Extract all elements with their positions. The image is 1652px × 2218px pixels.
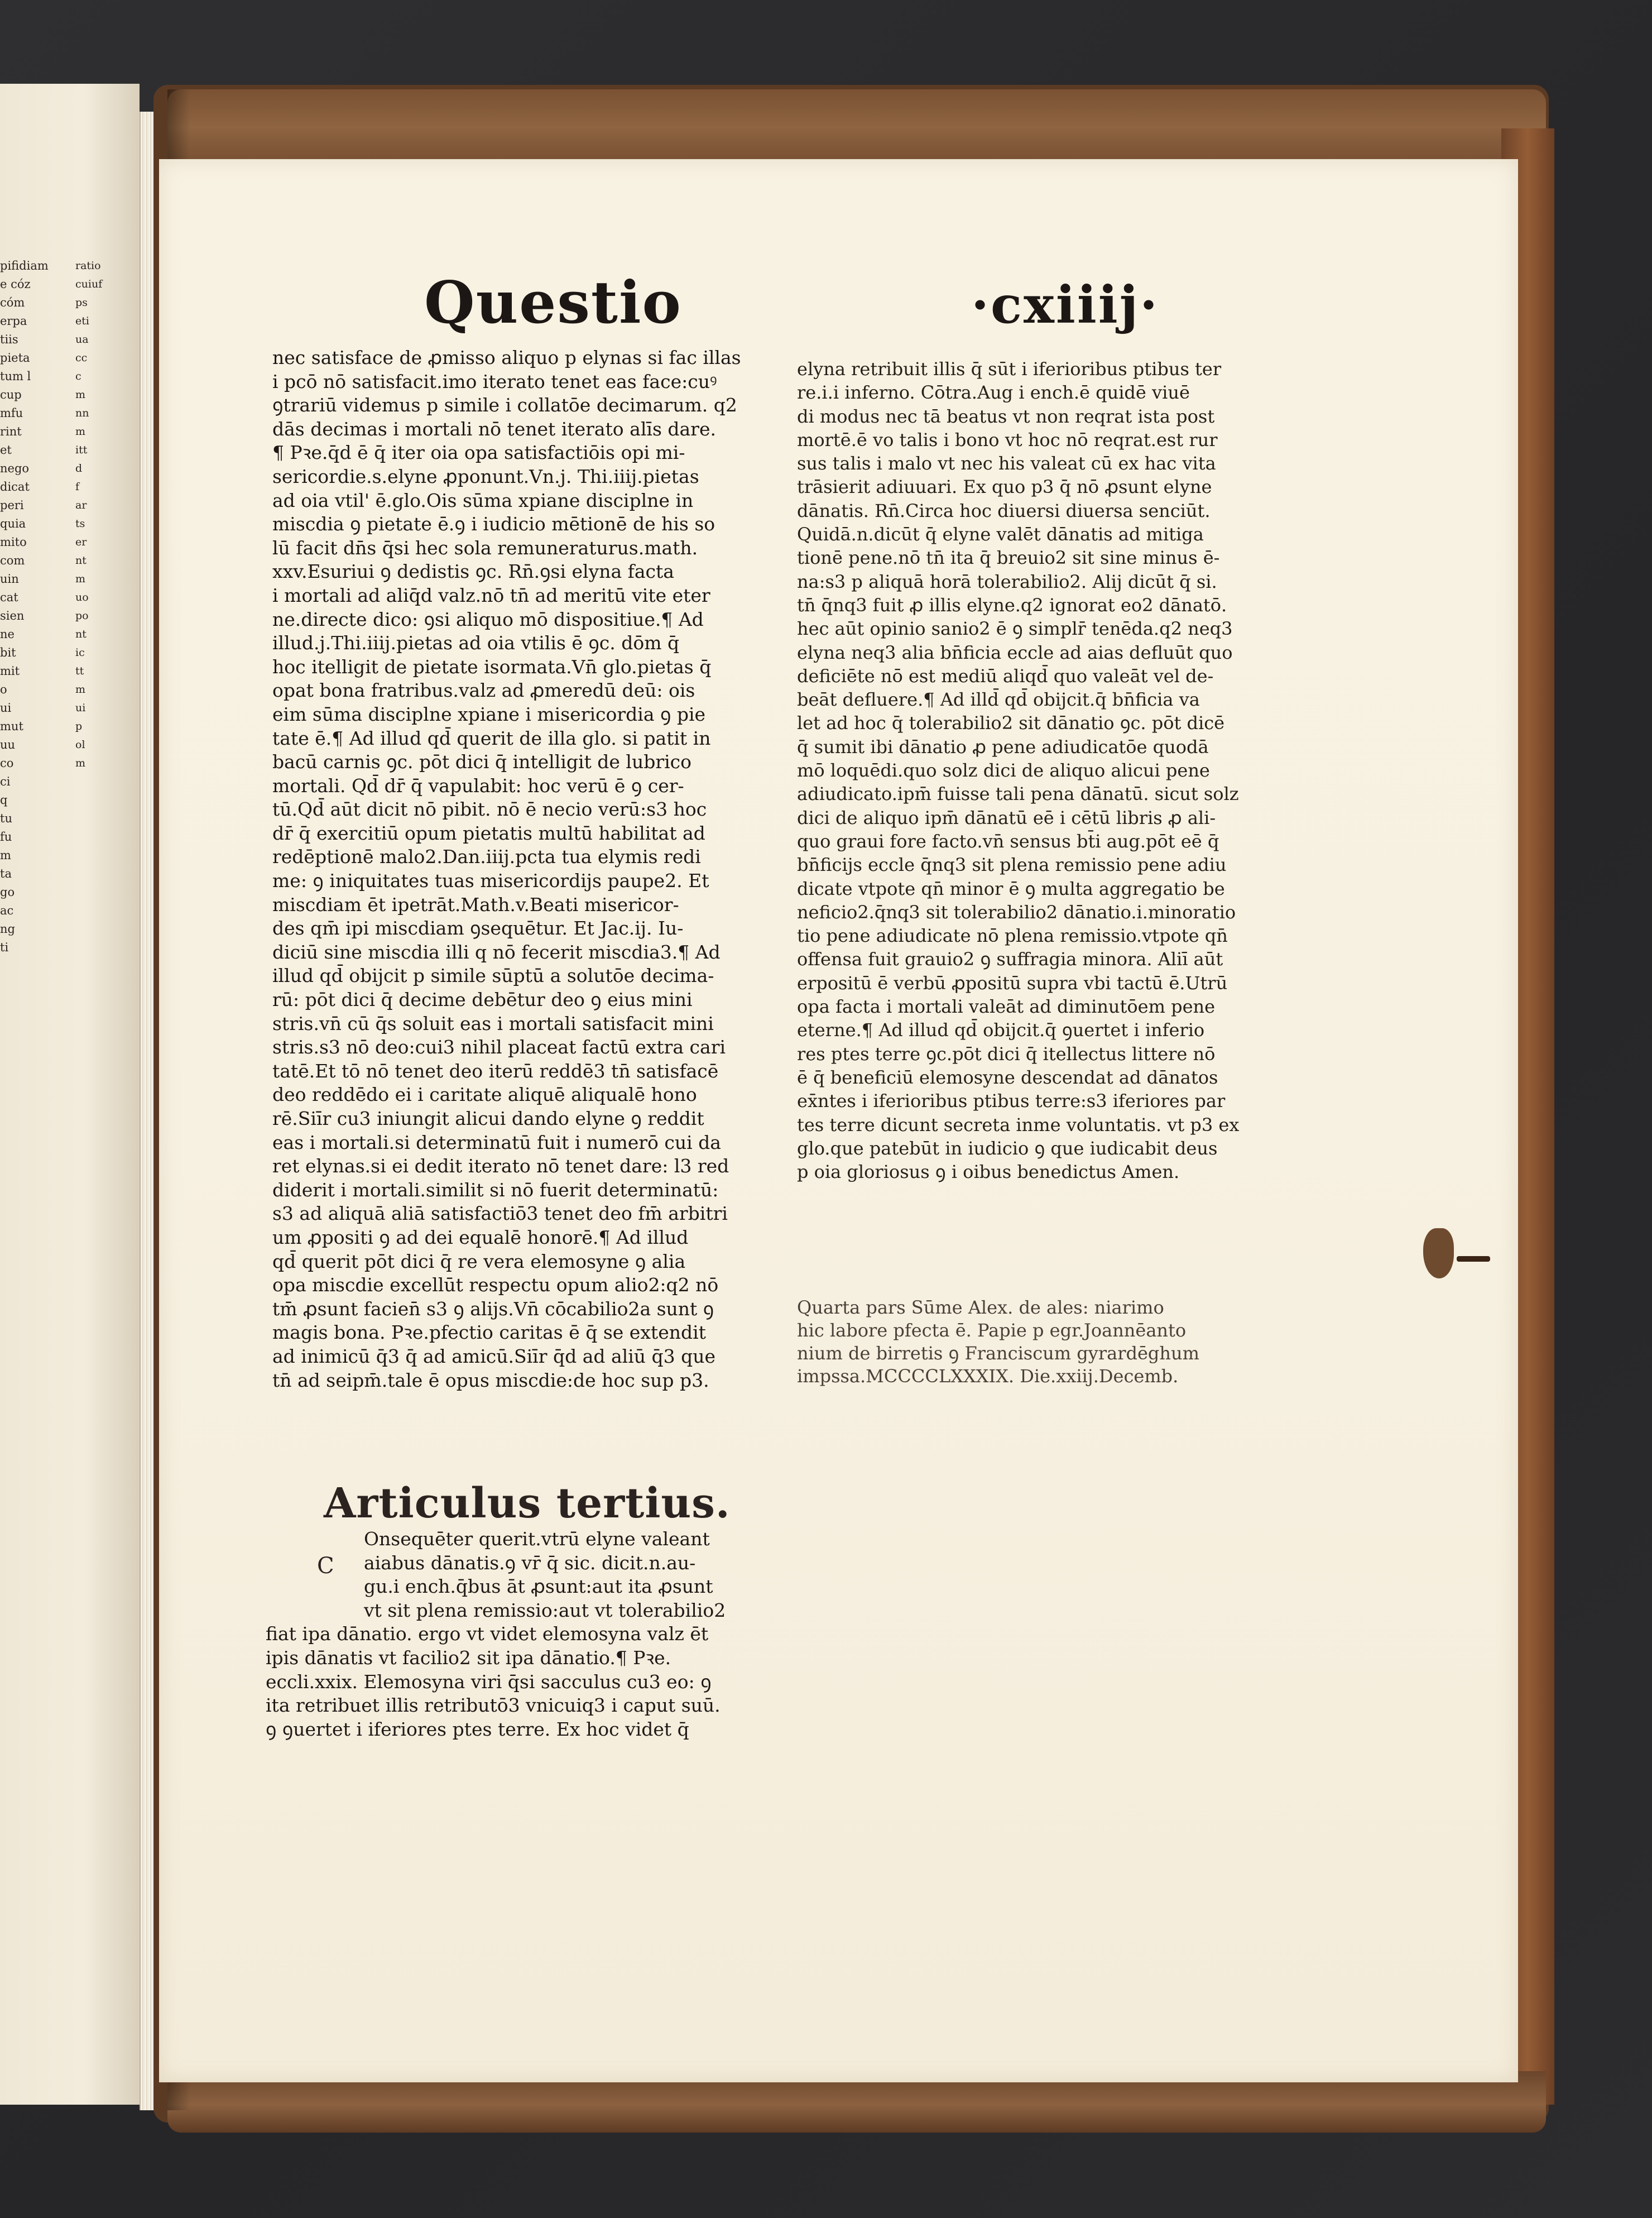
text-line: des qm̄ ipi miscdiam ꝯsequētur. Et Jac.ij. Iu- — [272, 917, 684, 940]
text-line: neficio2.q̄nq3 sit tolerabilio2 dānatio.i.minoratio — [797, 901, 1236, 923]
left-page-fragment: cat — [0, 591, 18, 604]
left-page-fragment: pieta — [0, 351, 30, 365]
left-page-fragment: pifidiam — [0, 259, 49, 272]
text-line: tn̄ q̄nq3 fuit ꝓ illis elyne.q2 ignorat eo2 dānatō. — [797, 594, 1227, 616]
text-line: gu.i ench.q̄bus āt ꝓsunt:aut ita ꝓsunt — [364, 1575, 713, 1598]
left-page-fragment: peri — [0, 499, 24, 512]
text-line: tn̄ ad seipm̄.tale ē opus miscdie:de hoc sup p3. — [272, 1369, 709, 1391]
text-line: nec satisface de ꝓmisso aliquo p elynas si fac illas — [272, 347, 741, 368]
leather-damage-spot — [1423, 1228, 1454, 1278]
text-line: mortali. Qd̄ dr̄ q̄ vapulabit: hoc verū ē ꝯ cer- — [272, 774, 684, 797]
leather-damage-mark — [1457, 1256, 1490, 1262]
colophon-line: impssa.MCCCCLXXXIX. Die.xxiij.Decemb. — [797, 1366, 1179, 1387]
text-line: ex̄ntes i iferioribus ptibus terre:s3 iferiores par — [797, 1090, 1226, 1112]
colophon — [797, 1296, 1199, 1388]
left-page-fragment: mfu — [0, 406, 23, 420]
text-line: tes terre dicunt secreta inme voluntatis. vt p3 ex — [797, 1114, 1240, 1136]
colophon-line: Quarta pars Sūme Alex. de ales: niarimo — [797, 1297, 1164, 1318]
text-line: ¶ Pꝛe.q̄d ē q̄ iter oia opa satisfactiōis opi mi- — [272, 442, 685, 464]
left-page-fragment: ratio — [75, 260, 101, 272]
text-line: re.i.i inferno. Cōtra.Aug i ench.ē quidē viuē — [797, 382, 1190, 404]
text-line: dās decimas i mortali nō tenet iterato alīs dare. — [272, 418, 716, 440]
left-page-fragment: c — [75, 370, 81, 382]
left-page-fragment: m — [75, 425, 86, 438]
left-page-fragment: tt — [75, 665, 84, 677]
left-page-fragment: nt — [75, 628, 87, 640]
text-line: ne.directe dico: ꝯsi aliquo mō dispositiue.¶ Ad — [272, 608, 704, 630]
text-line: erpositū ē verbū ꝓpositū supra vbi tactū ē.Utrū — [797, 972, 1228, 994]
running-head-right: ·cxiiij· — [971, 275, 1160, 335]
text-line: xxv.Esuriui ꝯ dedistis ꝯc. Rn̄.ꝯsi elyna facta — [272, 561, 674, 583]
text-line: opat bona fratribus.valz ad ꝓmeredū deū: ois — [272, 679, 695, 702]
text-line: na:s3 p aliquā horā tolerabilio2. Alij dicūt q̄ si. — [797, 571, 1217, 592]
text-line: ad oia vtil' ē.glo.Ois sūma xpiane disciplne in — [272, 489, 694, 511]
left-page-fragment: m — [75, 683, 86, 696]
left-page-fragment: ic — [75, 646, 85, 659]
text-line: eterne.¶ Ad illud qd̄ obijcit.q̄ ꝯuertet i inferio — [797, 1019, 1205, 1041]
text-line: dānatis. Rn̄.Circa hoc diuersi diuersa senciūt. — [797, 500, 1211, 521]
left-page-fragment: nn — [75, 407, 89, 419]
text-line: deo reddēdo ei i caritate aliquē aliqualē hono — [272, 1084, 697, 1106]
left-page-fragment: ne — [0, 627, 15, 641]
text-line: Onsequēter querit.vtrū elyne valeant — [364, 1528, 710, 1550]
text-line: s3 ad aliquā aliā satisfactiō3 tenet deo fm̄ arbitri — [272, 1203, 728, 1225]
left-page-fragment: mit — [0, 664, 20, 678]
text-column-left — [272, 346, 775, 1392]
left-page-fragment: po — [75, 610, 89, 622]
left-page-fragment: ti — [0, 941, 9, 954]
text-line: q̄ sumit ibi dānatio ꝓ pene adiudicatōe quodā — [797, 736, 1209, 758]
guide-letter-initial: C — [317, 1553, 334, 1579]
text-line: mō loquēdi.quo solz dici de aliquo alicui pene — [797, 760, 1210, 782]
left-page-fragment: et — [0, 443, 12, 457]
left-page-fragment: er — [75, 536, 87, 548]
text-line: ꝯ ꝯuertet i iferiores ptes terre. Ex hoc videt q̄ — [266, 1718, 689, 1740]
left-page-fragment: co — [0, 756, 14, 770]
text-line: stris.vn̄ cū q̄s soluit eas i mortali satisfacit mini — [272, 1012, 714, 1034]
article-heading: Articulus tertius. — [324, 1479, 731, 1527]
text-line: diciū sine miscdia illi q nō fecerit miscdia3.¶ Ad — [272, 941, 721, 963]
text-line: magis bona. Pꝛe.pfectio caritas ē q̄ se extendit — [272, 1321, 706, 1344]
text-line: elyna retribuit illis q̄ sūt i iferioribus ptibus ter — [797, 358, 1222, 380]
text-line: adiudicato.ipm̄ fuisse tali pena dānatū. sicut solz — [797, 783, 1239, 805]
text-line: sericordie.s.elyne ꝓponunt.Vn.j. Thi.iiij.pietas — [272, 465, 699, 487]
text-column-left-continued — [266, 1527, 768, 1741]
text-line: tate ē.¶ Ad illud qd̄ querit de illa glo. si patit in — [272, 727, 711, 749]
left-page-fragment: p — [75, 720, 83, 732]
left-page-fragment: tum l — [0, 370, 31, 383]
text-line: Quidā.n.dicūt q̄ elyne valēt dānatis ad mitiga — [797, 524, 1204, 545]
text-line: ret elynas.si ei dedit iterato nō tenet dare: l3 red — [272, 1155, 729, 1177]
left-page-fragment: f — [75, 481, 80, 493]
text-line: opa facta i mortali valeāt ad diminutōem pene — [797, 996, 1216, 1018]
left-page-fragment: rint — [0, 425, 22, 438]
text-line: offensa fuit grauio2 ꝯ suffragia minora. Aliī aūt — [797, 948, 1223, 970]
left-page-fragment: go — [0, 885, 15, 899]
text-column-right — [797, 357, 1294, 1184]
text-line: qd̄ querit pōt dici q̄ re vera elemosyne ꝯ alia — [272, 1250, 686, 1272]
text-line: tatē.Et tō nō tenet deo iterū reddē3 tn̄ satisfacē — [272, 1060, 719, 1082]
text-line: dicate vtpote qn̄ minor ē ꝯ multa aggregatio be — [797, 878, 1225, 899]
left-page-fragment: ol — [75, 739, 85, 751]
text-line: ē q̄ beneficiū elemosyne descendat ad dānatos — [797, 1066, 1218, 1088]
left-page-fragment: mut — [0, 720, 23, 733]
text-line: opa miscdie excellūt respectu opum alio2:q2 nō — [272, 1274, 719, 1296]
text-line: tm̄ ꝓsunt facien̄ s3 ꝯ alijs.Vn̄ cōcabilio2a sunt ꝯ — [272, 1297, 714, 1320]
text-line: beāt defluere.¶ Ad illd̄ qd̄ obijcit.q̄ bn̄ficia va — [797, 689, 1200, 711]
left-page-fragment: bit — [0, 646, 16, 659]
left-page-fragment: m — [0, 849, 11, 862]
text-line: lū facit dn̄s q̄si hec sola remuneraturus.math. — [272, 536, 698, 559]
left-page-column-b — [75, 257, 128, 773]
left-page-fragment: uu — [0, 738, 16, 751]
left-page-fragment: fu — [0, 830, 12, 844]
text-line: miscdiam ēt ipetrāt.Math.v.Beati misericor- — [272, 893, 679, 916]
left-page-fragment: ts — [75, 518, 85, 530]
left-page-fragment: sien — [0, 609, 25, 622]
left-page-fragment: mito — [0, 535, 27, 549]
left-page-fragment: cuiuf — [75, 278, 103, 290]
left-page-fragment: cóm — [0, 296, 25, 309]
left-page-fragment: itt — [75, 444, 88, 456]
text-line: let ad hoc q̄ tolerabilio2 sit dānatio ꝯc. pōt dicē — [797, 712, 1225, 734]
left-page-fragment: eti — [75, 315, 89, 327]
text-line: elyna neq3 alia bn̄ficia eccle ad aias defluūt quo — [797, 641, 1233, 663]
left-page-fragment: ta — [0, 867, 12, 880]
left-page-fragment: tiis — [0, 333, 18, 346]
left-page-fragment: ui — [75, 702, 86, 714]
text-line: miscdia ꝯ pietate ē.ꝯ i iudicio mētionē de his so — [272, 513, 715, 535]
left-page-fragment: quia — [0, 517, 26, 530]
left-page-fragment: nt — [75, 554, 87, 567]
colophon-line: nium de birretis ꝯ Franciscum gyrardēghum — [797, 1343, 1199, 1364]
left-page-fragment: e cóz — [0, 277, 31, 291]
left-page-fragment: uo — [75, 591, 89, 603]
left-page-column-a — [0, 257, 64, 957]
left-page-fragment: d — [75, 462, 83, 475]
text-line: p oia gloriosus ꝯ i oibus benedictus Amen. — [797, 1161, 1180, 1183]
text-line: rū: pōt dici q̄ decime debētur deo ꝯ eius mini — [272, 989, 693, 1011]
text-line: diderit i mortali.similit si nō fuerit determinatū: — [272, 1179, 719, 1201]
text-line: aiabus dānatis.ꝯ vr̄ q̄ sic. dicit.n.au- — [364, 1551, 696, 1574]
text-line: ipis dānatis vt facilio2 sit ipa dānatio.¶ Pꝛe. — [266, 1646, 671, 1669]
left-page-fragment: com — [0, 554, 25, 567]
left-page-fragment: q — [0, 793, 8, 807]
text-line: glo.que patebūt in iudicio ꝯ que iudicabit deus — [797, 1137, 1218, 1159]
left-page-fragment: dicat — [0, 480, 30, 494]
text-line: hoc itelligit de pietate isormata.Vn̄ glo.pietas q̄ — [272, 655, 712, 678]
text-line: illud.j.Thi.iiij.pietas ad oia vtilis ē ꝯc. dōm q̄ — [272, 632, 680, 654]
text-line: me: ꝯ iniquitates tuas misericordijs paupe2. Et — [272, 870, 709, 892]
text-line: tio pene adiudicate nō plena remissio.vtpote qn̄ — [797, 925, 1228, 947]
text-line: fiat ipa dānatio. ergo vt videt elemosyna valz ēt — [266, 1623, 709, 1645]
colophon-line: hic labore pfecta ē. Papie p egr.Joannēanto — [797, 1320, 1187, 1341]
text-line: i mortali ad aliq̄d valz.nō tn̄ ad meritū vite eter — [272, 584, 710, 606]
left-page-fragment: ci — [0, 775, 11, 788]
left-page-fragment: cup — [0, 388, 22, 401]
text-line: eim sūma disciplne xpiane i misericordia ꝯ pie — [272, 703, 706, 725]
text-line: tū.Qd̄ aūt dicit nō pibit. nō ē necio verū:s3 hoc — [272, 798, 707, 821]
text-line: trāsierit adiuuari. Ex quo p3 q̄ nō ꝓsunt elyne — [797, 476, 1212, 498]
text-line: eas i mortali.si determinatū fuit i numerō cui da — [272, 1131, 721, 1153]
text-line: sus talis i malo vt nec his valeat cū ex hac vita — [797, 453, 1216, 475]
left-page-fragment: m — [75, 389, 86, 401]
text-line: rē.Siīr cu3 iniungit alicui dando elyne ꝯ reddit — [272, 1108, 704, 1129]
text-line: ita retribuet illis retributō3 vnicuiq3 i caput suū. — [266, 1694, 721, 1717]
left-page-fragment: erpa — [0, 314, 27, 328]
text-line: di modus nec tā beatus vt non reqrat ista post — [797, 405, 1215, 427]
left-page-fragment: nego — [0, 462, 30, 475]
text-line: illud qd̄ obijcit p simile sūptū a solutōe decima- — [272, 965, 714, 987]
text-line: vt sit plena remissio:aut vt tolerabilio2 — [364, 1599, 726, 1621]
text-line: redēptionē malo2.Dan.iiij.pcta tua elymis redi — [272, 846, 701, 868]
left-page-fragment: uin — [0, 572, 19, 586]
left-page-fragment: tu — [0, 812, 12, 825]
left-page-fragment: o — [0, 683, 7, 696]
left-facing-page — [0, 84, 140, 2105]
text-line: i pcō nō satisfacit.imo iterato tenet eas face:cuꝰ — [272, 370, 717, 392]
text-line: hec aūt opinio sanio2 ē ꝯ simplr̄ tenēda.q2 neq3 — [797, 618, 1233, 640]
text-line: res ptes terre ꝯc.pōt dici q̄ itellectus littere nō — [797, 1043, 1216, 1065]
text-line: stris.s3 nō deo:cui3 nihil placeat factū extra cari — [272, 1036, 726, 1058]
left-page-fragment: ps — [75, 296, 88, 309]
left-page-fragment: ar — [75, 499, 87, 511]
text-line: quo graui fore facto.vn̄ sensus bt̄i aug.pōt eē q̄ — [797, 830, 1219, 852]
text-line: bacū carnis ꝯc. pōt dici q̄ intelligit de lubrico — [272, 751, 692, 773]
left-page-fragment: ac — [0, 904, 14, 917]
text-line: ꝯtrariū videmus p simile i collatōe decimarum. q2 — [272, 394, 737, 416]
left-page-fragment: ua — [75, 333, 89, 346]
text-line: dici de aliquo ipm̄ dānatū eē i cētū libris ꝓ ali- — [797, 807, 1216, 828]
left-page-fragment: m — [75, 757, 86, 769]
text-line: ad inimicū q̄3 q̄ ad amicū.Siīr q̄d ad aliū q̄3 que — [272, 1345, 716, 1367]
left-page-fragment: ng — [0, 922, 15, 936]
text-line: deficiēte nō est mediū aliqd̄ quo valeāt vel de- — [797, 665, 1214, 687]
left-page-fragment: m — [75, 573, 86, 585]
left-page-fragment: ui — [0, 701, 12, 715]
text-line: tionē pene.nō tn̄ ita q̄ breuio2 sit sine minus ē- — [797, 547, 1220, 569]
text-line: um ꝓpositi ꝯ ad dei equalē honorē.¶ Ad illud — [272, 1226, 689, 1248]
text-line: eccli.xxix. Elemosyna viri q̄si sacculus cu3 eo: ꝯ — [266, 1670, 712, 1693]
running-head-left: Questio — [424, 268, 682, 337]
text-line: dr̄ q̄ exercitiū opum pietatis multū habilitat ad — [272, 822, 705, 844]
left-page-fragment: cc — [75, 352, 88, 364]
text-line: bn̄ficijs eccle q̄nq3 sit plena remissio pene adiu — [797, 854, 1227, 876]
text-line: mortē.ē vo talis i bono vt hoc nō reqrat.est rur — [797, 429, 1218, 451]
